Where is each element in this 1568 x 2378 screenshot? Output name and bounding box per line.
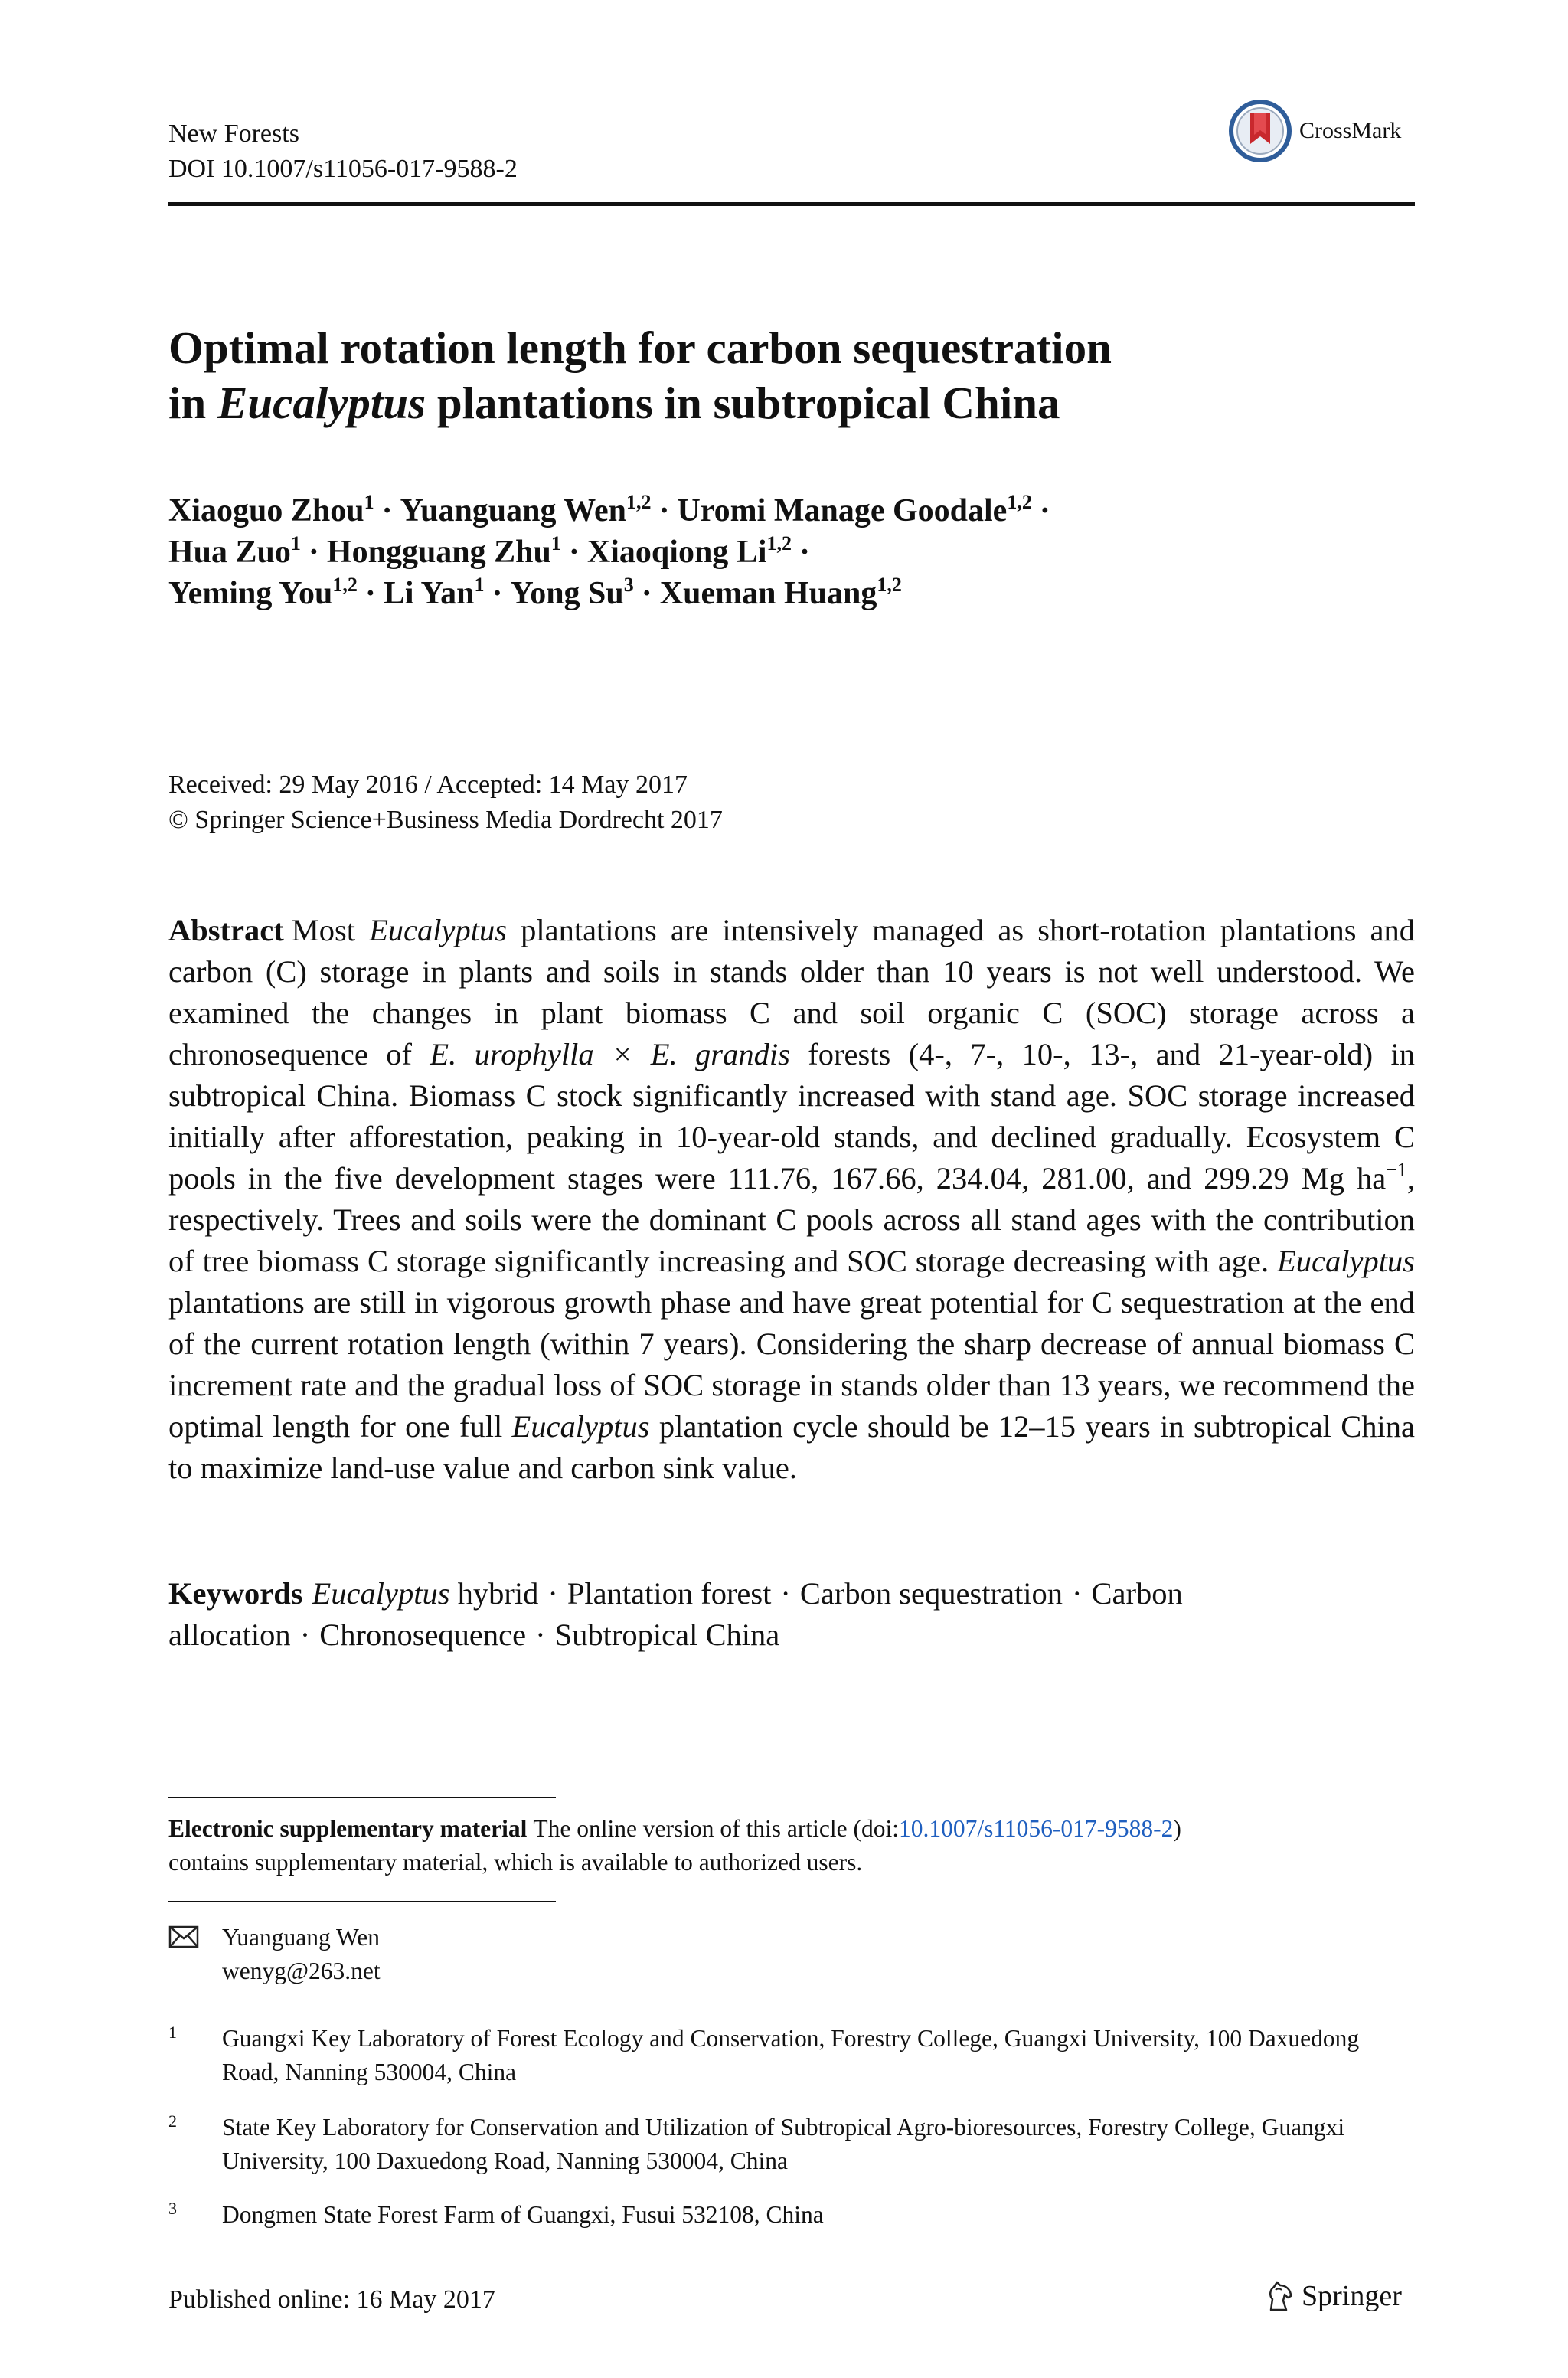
- keyword: hybrid: [449, 1576, 539, 1611]
- abstract-text: , respectively. Trees and soils were the dominant C pools across all stand ages with the contribution of tree biomass C storage significantly increasing and SOC storage decreasing with age.: [168, 1161, 1415, 1278]
- abstract-text: plantations are intensively managed as short-rotation plantations and carbon (C) storage in plants and soils in stands older than 10 years is not well understood. We examined the changes in plant biomass C and soil organic C (SOC) storage across a chronosequence of: [168, 913, 1415, 1071]
- keyword-separator: ·: [547, 1576, 558, 1611]
- keywords-label: Keywords: [168, 1576, 303, 1611]
- abstract-italic: Eucalyptus: [369, 913, 508, 947]
- abstract-text: plantation cycle should be 12–15 years in subtropical China to maximize land-use value and carbon sink value.: [168, 1409, 1415, 1485]
- journal-name: New Forests: [168, 119, 299, 148]
- footnote-rule: [168, 1797, 556, 1798]
- author-separator: ·: [799, 535, 811, 570]
- abstract-text: forests (4-, 7-, 10-, 13-, and 21-year-old) in subtropical China. Biomass C stock significantly increased with stand age. SOC storage increased initially after afforestation, peaking in 10-year-old stands, and declined gradually. Ecosystem C pools in the five development stages were 111.76, 167.66, 234.04, 281.00, and 299.29 Mg ha: [168, 1037, 1415, 1196]
- author-affiliation: 1,2: [766, 532, 792, 554]
- author-separator: ·: [1039, 493, 1050, 528]
- title-text: in: [168, 378, 217, 428]
- keyword: Carbon allocation: [168, 1576, 1183, 1652]
- author-affiliation: 1: [550, 532, 561, 554]
- supplementary-line: [168, 1812, 1415, 1846]
- keyword: Chronosequence: [319, 1617, 527, 1652]
- author-separator: ·: [381, 493, 393, 528]
- corresponding-email[interactable]: wenyg@263.net: [222, 1958, 381, 1984]
- author-name[interactable]: Xueman Huang: [659, 576, 877, 611]
- author-name[interactable]: Yong Su: [510, 576, 624, 611]
- keyword: Carbon sequestration: [799, 1576, 1063, 1611]
- abstract-superscript: −1: [1386, 1159, 1407, 1181]
- author-separator: ·: [641, 576, 652, 611]
- author-separator: ·: [364, 576, 376, 611]
- title-text: plantations in subtropical China: [426, 378, 1060, 428]
- author-affiliation: 1: [290, 532, 301, 554]
- author-separator: ·: [492, 576, 503, 611]
- author-name[interactable]: Hongguang Zhu: [326, 535, 551, 570]
- affiliation-number: 3: [168, 2199, 177, 2218]
- author-affiliation: 1,2: [332, 574, 358, 596]
- mail-icon: [168, 1925, 199, 1948]
- springer-horse-icon: [1265, 2279, 1295, 2313]
- author-separator: ·: [568, 535, 580, 570]
- author-name[interactable]: Uromi Manage Goodale: [677, 493, 1008, 528]
- author-affiliation: 1,2: [1007, 491, 1032, 513]
- keyword-separator: ·: [1071, 1576, 1083, 1611]
- keyword-italic: Eucalyptus: [312, 1576, 450, 1611]
- author-name[interactable]: Yuanguang Wen: [400, 493, 626, 528]
- supplementary-text: ): [1173, 1815, 1181, 1842]
- supplementary-text: The online version of this article (doi:: [533, 1815, 899, 1842]
- affiliation-number: 1: [168, 2023, 177, 2042]
- keyword: Subtropical China: [554, 1617, 780, 1652]
- abstract-italic: Eucalyptus: [511, 1409, 650, 1444]
- supplementary-note: [168, 1812, 1415, 1879]
- keyword-separator: ·: [780, 1576, 791, 1611]
- abstract: [168, 910, 1415, 1489]
- title-line-1: Optimal rotation length for carbon sequestration: [168, 322, 1112, 373]
- article-title: [168, 320, 1393, 430]
- author-affiliation: 3: [623, 574, 634, 596]
- article-doi[interactable]: DOI 10.1007/s11056-017-9588-2: [168, 155, 518, 183]
- author-affiliation: 1: [474, 574, 485, 596]
- corresponding-author: [168, 1921, 381, 1988]
- title-italic: Eucalyptus: [217, 378, 426, 428]
- author-list: [168, 490, 1393, 614]
- footnote-rule: [168, 1901, 556, 1902]
- author-affiliation: 1: [364, 491, 374, 513]
- author-name[interactable]: Xiaoqiong Li: [586, 535, 767, 570]
- author-name[interactable]: Hua Zuo: [168, 535, 291, 570]
- author-name[interactable]: Xiaoguo Zhou: [168, 493, 364, 528]
- supplementary-line: contains supplementary material, which is available to authorized users.: [168, 1849, 863, 1876]
- published-date: Published online: 16 May 2017: [168, 2285, 495, 2314]
- abstract-italic: E. urophylla × E. grandis: [430, 1037, 790, 1071]
- author-affiliation: 1,2: [877, 574, 902, 596]
- springer-label: Springer: [1302, 2280, 1402, 2312]
- corresponding-name: Yuanguang Wen: [222, 1924, 380, 1951]
- crossmark-label: CrossMark: [1299, 118, 1402, 143]
- keyword: Plantation forest: [567, 1576, 772, 1611]
- author-line: [168, 532, 1393, 573]
- affiliation: [168, 2022, 1415, 2089]
- abstract-label: Abstract: [168, 913, 284, 947]
- affiliation: [168, 2111, 1415, 2178]
- title-line-2: [168, 375, 1393, 430]
- abstract-text: Most: [291, 913, 370, 947]
- keyword-separator: ·: [299, 1617, 311, 1652]
- author-line: [168, 573, 1393, 614]
- affiliation-text: State Key Laboratory for Conservation and Utilization of Subtropical Agro-bioresources, Forestry College, Guangxi University, 100 Daxuedong Road, Nanning 530004, China: [222, 2114, 1345, 2174]
- supplementary-doi-link[interactable]: 10.1007/s11056-017-9588-2: [898, 1815, 1174, 1842]
- author-separator: ·: [308, 535, 319, 570]
- keywords: [168, 1573, 1415, 1656]
- abstract-text: plantations are still in vigorous growth phase and have great potential for C sequestration at the end of the current rotation length (within 7 years). Considering the sharp decrease of annual biomass C increment rate and the gradual loss of SOC storage in stands older than 13 years, we recommend the optimal length for one full: [168, 1285, 1415, 1444]
- author-affiliation: 1,2: [626, 491, 652, 513]
- affiliation: [168, 2198, 1415, 2232]
- supplementary-label: Electronic supplementary material: [168, 1815, 528, 1842]
- affiliation-number: 2: [168, 2111, 177, 2131]
- author-name[interactable]: Yeming You: [168, 576, 333, 611]
- author-line: [168, 490, 1393, 532]
- affiliation-text: Dongmen State Forest Farm of Guangxi, Fusui 532108, China: [222, 2201, 824, 2228]
- author-separator: ·: [658, 493, 670, 528]
- affiliation-text: Guangxi Key Laboratory of Forest Ecology and Conservation, Forestry College, Guangxi University, 100 Daxuedong Road, Nanning 530004, China: [222, 2025, 1360, 2085]
- keyword-separator: ·: [535, 1617, 546, 1652]
- journal-header: [168, 116, 1415, 187]
- received-accepted-dates: Received: 29 May 2016 / Accepted: 14 May 2017: [168, 770, 688, 799]
- crossmark-badge[interactable]: [1229, 100, 1401, 162]
- crossmark-icon: [1229, 100, 1292, 162]
- abstract-italic: Eucalyptus: [1277, 1244, 1415, 1278]
- springer-logo: [1265, 2279, 1402, 2313]
- copyright-notice: © Springer Science+Business Media Dordrecht 2017: [168, 806, 723, 834]
- header-rule: [168, 202, 1415, 206]
- author-name[interactable]: Li Yan: [383, 576, 475, 611]
